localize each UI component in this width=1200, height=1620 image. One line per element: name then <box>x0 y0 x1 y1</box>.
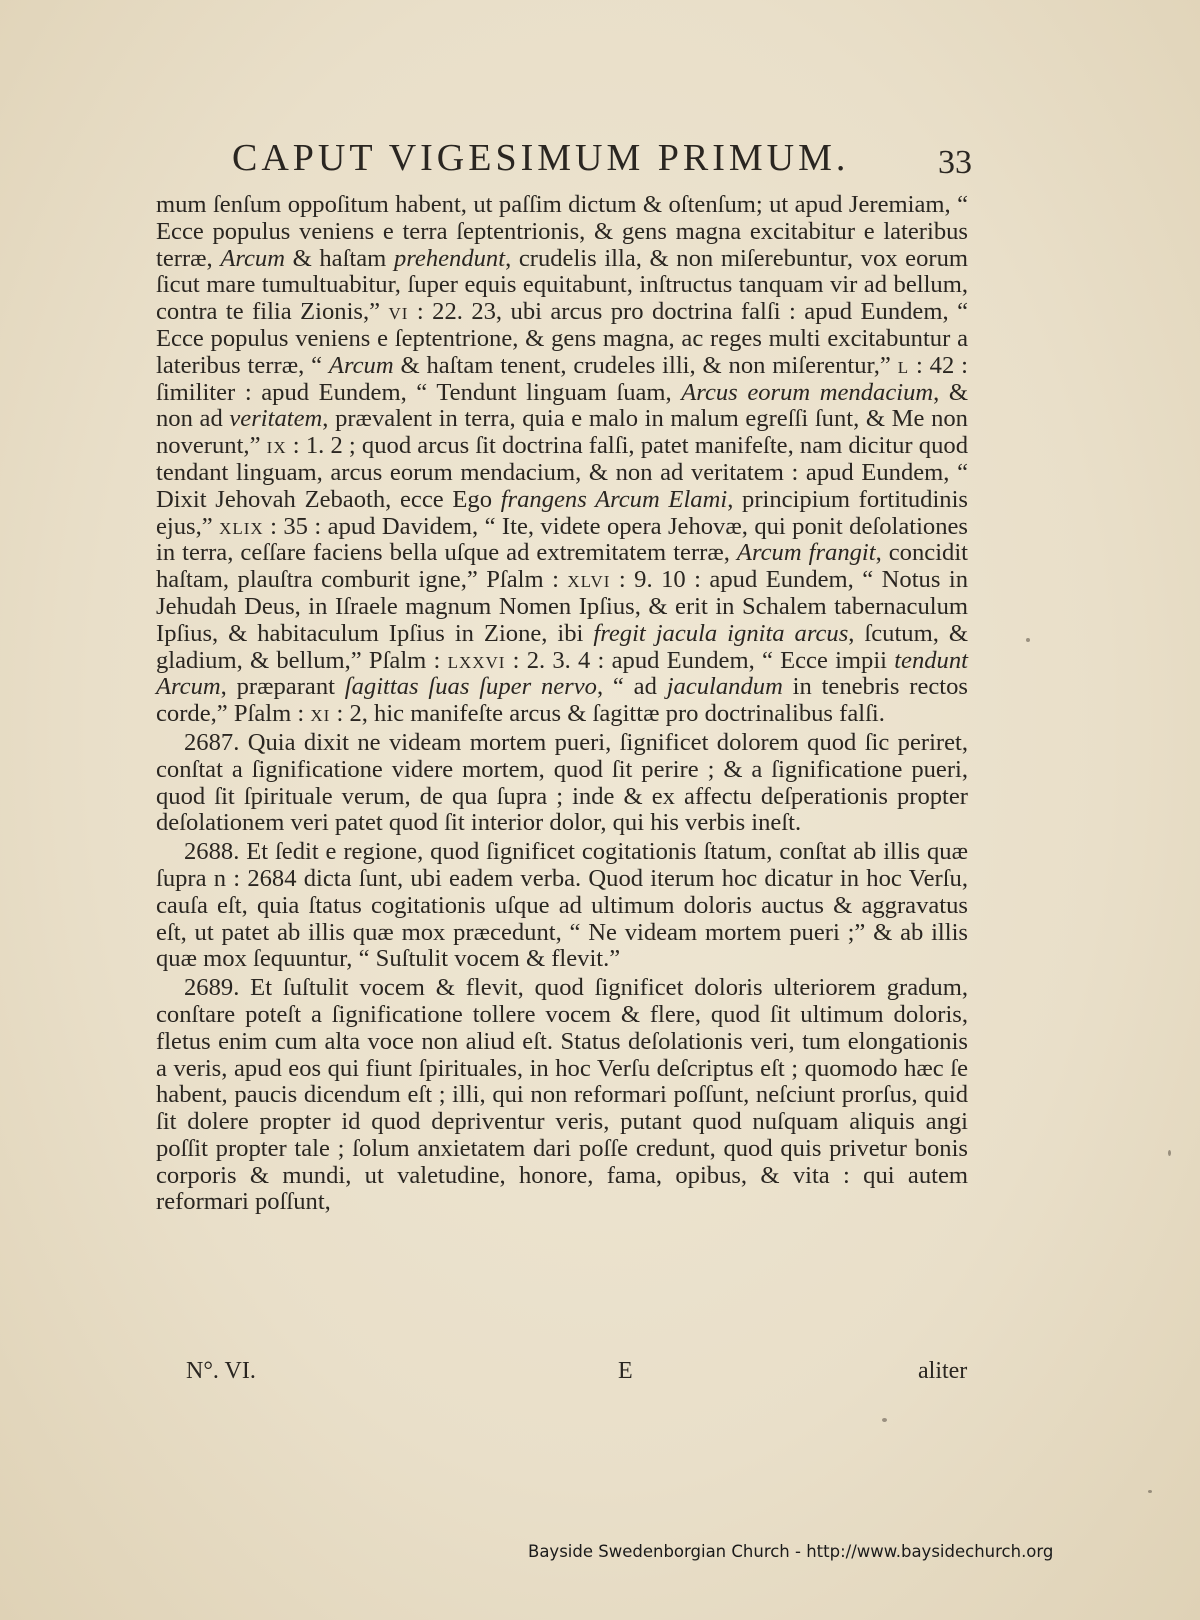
text-run: , concidit haſtam, plauſtra comburit igne,” Pſalm : <box>156 539 968 594</box>
signature-mark: N°. VI. <box>186 1358 256 1384</box>
text-run: , crudelis illa, & non miſerebuntur, vox eorum ſicut mare tumultuabitur, ſuper equis equitabunt, inſtructus tanquam vir ad bellum, contra te filia Zionis,” <box>156 244 968 326</box>
paragraph-continuation <box>156 192 968 728</box>
text-run: , & non ad <box>156 378 968 433</box>
italic-text: Arcum <box>328 351 394 379</box>
text-run: , “ ad <box>596 673 667 701</box>
small-caps-reference: ix <box>266 432 287 460</box>
italic-text: fregit jacula ignita arcus <box>593 619 849 647</box>
small-caps-reference: xlix <box>219 512 264 540</box>
text-run: : 2. 3. 4 : apud Eundem, “ Ecce impii <box>505 646 895 674</box>
text-run: : 2, hic manifeſte arcus & ſagittæ pro doctrinalibus falſi. <box>330 700 885 728</box>
text-run: 2688. Et ſedit e regione, quod ſignificet cogitationis ſtatum, conſtat ab illis quæ ſupra n : 2684 dicta ſunt, ubi eadem verba. Quod iterum hoc dicatur in hoc Verſu, cauſa eſt, quia ſtatus cogitationis uſque ad ultimum doloris auctus & aggravatus eſt, ut patet ab illis quæ mox præcedunt, “ Ne videam mortem pueri ;” & ab illis quæ mox ſequuntur, “ Suſtulit vocem & flevit.” <box>156 838 968 973</box>
paper-speck <box>1168 1150 1171 1156</box>
small-caps-reference: xlvi <box>567 566 611 594</box>
page-header <box>0 132 1200 182</box>
text-run: : 35 : apud Davidem, “ Ite, videte opera Jehovæ, qui ponit deſolationes in terra, ceſſare faciens bella uſque ad extremitatem terræ, <box>156 512 968 567</box>
italic-text: Arcum <box>220 244 285 272</box>
italic-text: prehendunt <box>393 244 506 272</box>
credit-line: Bayside Swedenborgian Church - http://www.baysidechurch.org <box>528 1542 1054 1561</box>
paper-speck <box>1148 1490 1152 1493</box>
italic-text: frangens Arcum Elami <box>500 485 728 513</box>
page-number: 33 <box>938 144 972 181</box>
text-run: & haſtam <box>284 244 394 272</box>
italic-text: veritatem <box>229 405 323 433</box>
text-run: , ſcutum, & gladium, & bellum,” Pſalm : <box>156 619 968 674</box>
text-run: : 22. 23, ubi arcus pro doctrina falſi : apud Eundem, “ Ecce populus veniens e ſeptentrione, & gens magna, ac reges multi excitabuntur a lateribus terræ, “ <box>156 298 968 379</box>
small-caps-reference: l <box>897 351 910 379</box>
small-caps-reference: xi <box>310 700 331 728</box>
text-run: , principium fortitudinis ejus,” <box>156 485 968 540</box>
text-run: , præparant <box>220 673 345 701</box>
body-text <box>156 192 968 1216</box>
running-title: CAPUT VIGESIMUM PRIMUM. <box>232 137 850 179</box>
italic-text: Arcum frangit <box>736 539 876 567</box>
text-run: & haſtam tenent, crudeles illi, & non miſerentur,” <box>393 351 898 379</box>
paragraph-2688 <box>156 839 968 973</box>
italic-text: jaculandum <box>666 673 783 701</box>
text-run: mum ſenſum oppoſitum habent, ut paſſim dictum & oſtenſum; ut apud Jeremiam, “ Ecce populus veniens e terra ſeptentrionis, & gens magna excitabitur e lateribus terræ, <box>156 191 968 272</box>
paragraph-2689 <box>156 975 968 1216</box>
italic-text: ſagittas ſuas ſuper nervo <box>344 673 597 701</box>
text-run: : 1. 2 ; quod arcus ſit doctrina falſi, patet manifeſte, nam dicitur quod tendant linguam, arcus eorum mendacium, & non ad veritatem : apud Eundem, “ Dixit Jehovah Zebaoth, ecce Ego <box>156 432 968 513</box>
sheet-letter: E <box>618 1358 633 1384</box>
text-run: 2687. Quia dixit ne videam mortem pueri, ſignificet dolorem quod ſic periret, conſtat a ſignificatione videre mortem, quod ſit perire ; & a ſignificatione pueri, quod ſit ſpirituale verum, de qua ſupra ; inde & ex affectu deſperationis propter deſolationem veri patet quod ſit interior dolor, qui his verbis ineſt. <box>156 728 968 837</box>
paper-speck <box>882 1418 887 1422</box>
small-caps-reference: vi <box>388 298 409 326</box>
text-run: : 42 : ſimiliter : apud Eundem, “ Tendunt linguam ſuam, <box>156 351 968 406</box>
text-run: , prævalent in terra, quia e malo in malum egreſſi ſunt, & Me non noverunt,” <box>156 405 968 460</box>
paragraph-2687 <box>156 730 968 837</box>
italic-text: tendunt Arcum <box>156 646 968 701</box>
page-footer <box>0 1358 1200 1394</box>
text-run: 2689. Et ſuſtulit vocem & flevit, quod ſignificet doloris ulteriorem gradum, conſtare poteſt a ſignificatione tollere vocem & flere, quod ſit ultimum doloris, fletus enim cum alta voce non aliud eſt. Status deſolationis veri, tum elongationis a veris, apud eos qui fiunt ſpirituales, in hoc Verſu deſcriptus eſt ; quomodo hæc ſe habent, paucis dicendum eſt ; illi, qui non reformari poſſunt, neſciunt prorſus, quid ſit dolere propter id quod depriventur veris, putant quod nuſquam aliquis angi poſſit propter tale ; ſolum anxietatem dari poſſe credunt, quod quis privetur bonis corporis & mundi, ut valetudine, honore, fama, opibus, & vita : qui autem reformari poſſunt, <box>156 974 968 1216</box>
paper-speck <box>1026 638 1030 642</box>
catchword: aliter <box>918 1358 968 1384</box>
text-run: in tenebris rectos corde,” Pſalm : <box>156 673 968 728</box>
text-run: : 9. 10 : apud Eundem, “ Notus in Jehudah Deus, in Iſraele magnum Nomen Ipſius, & erit in Schalem tabernaculum Ipſius, & habitaculum Ipſius in Zione, ibi <box>156 566 968 647</box>
small-caps-reference: lxxvi <box>447 646 506 674</box>
italic-text: Arcus eorum mendacium <box>681 378 934 406</box>
